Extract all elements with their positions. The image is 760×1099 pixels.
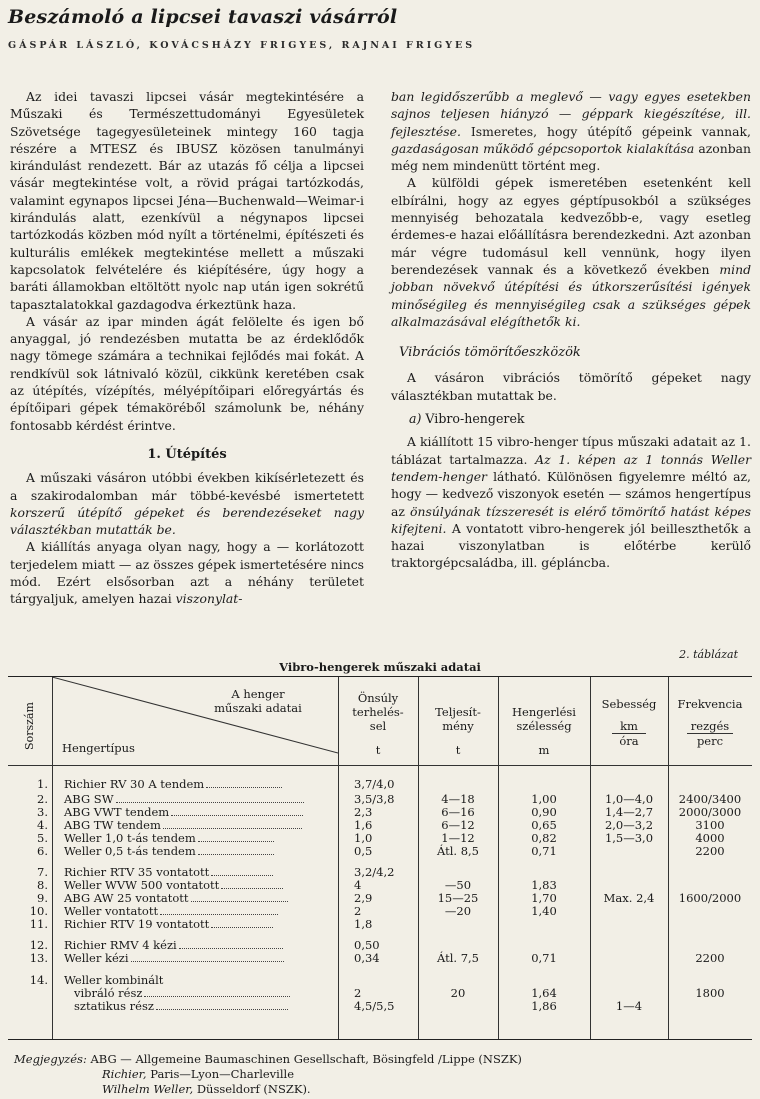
table-cell-type: [64, 878, 334, 892]
paragraph: A vásár az ipar minden ágát felölelte és igen bő anyaggal, jó rendezésben mutatta be az érdeklődők nagy tömege számára a technikai fejlődés mai fokát. A rendkívül sok látnivaló közül, cikkünk keretében csak az útépítés, vízépítés, mélyépítőipari előregyártás és építőipari gépek témaköréből számolunk be, néhány fontosabb kérdést érintve.: [10, 313, 364, 433]
table-cell-seb: Max. 2,4: [603, 891, 655, 905]
article-authors: GÁSPÁR LÁSZLÓ, KOVÁCSHÁZY FRIGYES, RAJNAI FRIGYES: [8, 40, 476, 51]
header-line: sel: [369, 719, 387, 733]
header-frekvencia: [668, 697, 752, 748]
header-line: műszaki adatai: [214, 701, 302, 715]
text-run-italic: viszonylat-: [175, 591, 243, 607]
left-column: [10, 88, 364, 608]
table-cell-seb: 2,0—3,2: [604, 818, 654, 832]
header-sorszam-text: Sorszám: [23, 702, 36, 750]
table-cell-text: Weller kézi: [64, 951, 129, 965]
header-unit: t: [455, 743, 461, 757]
text-run-italic: Wilhelm Weller,: [102, 1082, 194, 1096]
paragraph: Az idei tavaszi lipcsei vásár megtekintésére a Műszaki és Természettudományi Egyesületek Szövetsége tagegyesületeinek mintegy 160 tagja részére a MTESZ és IBUSZ közösen tanulmányi kirándulást rendezett. Bár az utazás fő célja a lipcsei vásár megtekintése volt, a rövid prágai tartózkodás, valamint egynapos lipcsei Jéna—Buchenwald—Weimar-i kirándulás alatt, ezenkívül a négynapos lipcsei tartózkodás közben mód nyílt a történelmi, építészeti és kulturális emlékek megtekintése mellett a műszaki kapcsolatok felvételére és kiépítésére, úgy hogy a baráti államokban eltöltött nyolc nap után igen sokrétű tapasztalatokkal gazdagodva érkeztünk haza.: [10, 89, 364, 312]
table-cell-text: ABG AW 25 vontatott: [64, 891, 189, 905]
table-cell-no: 13.: [29, 951, 48, 965]
header-unit-denominator: perc: [696, 734, 724, 748]
table-cell-telj: Átl. 7,5: [436, 951, 479, 965]
dot-leader: [198, 854, 274, 855]
text-run-italic: Az 1. képen az 1 tonnás Weller tendem-henger: [391, 451, 751, 484]
table-cell-seb: 1,5—3,0: [604, 831, 654, 845]
table-cell-no: 2.: [37, 792, 48, 806]
dot-leader: [179, 948, 283, 949]
table-cell-onsuly: 2,3: [354, 805, 373, 819]
header-unit-numerator: rezgés: [687, 719, 733, 734]
note-line: [14, 1052, 522, 1067]
table-cell-no: 12.: [29, 938, 48, 952]
table-cell-frek: 1600/2000: [678, 891, 742, 905]
dot-leader: [131, 961, 284, 962]
table-cell-szel: 1,70: [531, 891, 557, 905]
paragraph: [10, 469, 364, 538]
header-line: Teljesít-: [435, 705, 481, 719]
table-cell-szel: 0,71: [531, 844, 557, 858]
text-run: A műszaki vásáron utóbbi években kikísérletezett és a szakirodalomban már többé-kevésbé ismertetett: [10, 470, 364, 503]
sub-sub-heading: [409, 410, 751, 427]
table-cell-no: 8.: [37, 878, 48, 892]
table-cell-text: Weller vontatott: [64, 904, 159, 918]
table-cell-szel: 1,40: [531, 904, 557, 918]
header-line: Hengerlési: [512, 705, 576, 719]
table-cell-text: vibráló rész: [74, 986, 143, 1000]
table-cell-frek: 3100: [695, 818, 725, 832]
table-cell-onsuly: 0,5: [354, 844, 373, 858]
table-cell-type: [64, 792, 334, 806]
dot-leader: [116, 802, 304, 803]
note-line: [14, 1082, 522, 1097]
header-line: Önsúly: [357, 691, 399, 705]
table-cell-szel: 1,64: [531, 986, 557, 1000]
table-cell-no: 1.: [37, 777, 48, 791]
table-cell-telj: 20: [450, 986, 466, 1000]
table-cell-type: [64, 986, 344, 1000]
header-line: A henger: [231, 687, 285, 701]
header-line: Frekvencia: [677, 697, 743, 711]
table-cell-frek: 2000/3000: [678, 805, 742, 819]
header-line: Sebesség: [601, 697, 657, 711]
text-run: Ismeretes, hogy útépítő gépeink vannak,: [460, 123, 751, 139]
header-unit-denominator: óra: [619, 734, 639, 748]
table-note: [14, 1052, 522, 1097]
table-cell-text: Weller kombinált: [64, 973, 164, 987]
table-cell-text: Weller 1,0 t-ás tendem: [64, 831, 196, 845]
dot-leader: [144, 996, 290, 997]
dot-leader: [221, 888, 283, 889]
dot-leader: [171, 815, 303, 816]
header-unit: m: [538, 743, 550, 757]
table-cell-frek: 1800: [695, 986, 725, 1000]
table-cell-no: 14.: [29, 973, 48, 987]
table-cell-telj: 6—12: [441, 818, 475, 832]
dot-leader: [160, 914, 278, 915]
table-cell-telj: —50: [444, 878, 472, 892]
header-sebesseg: [590, 697, 668, 748]
text-run: Vibro-hengerek: [421, 411, 525, 427]
table-number: 2. táblázat: [679, 648, 738, 661]
table-cell-type: [64, 818, 334, 832]
table-cell-no: 9.: [37, 891, 48, 905]
text-run: A kiállított 15 vibro-henger típus műszaki adatait az 1. táblázat tartalmazza.: [391, 434, 751, 467]
table-cell-text: sztatikus rész: [74, 999, 154, 1013]
table-cell-onsuly: 2: [354, 986, 362, 1000]
header-teljesitmeny: [418, 705, 498, 757]
table-cell-type: [64, 904, 334, 918]
table-cell-type: [64, 805, 334, 819]
text-run: A kiállítás anyaga olyan nagy, hogy a — korlátozott terjedelem miatt — az összes gépek ismertetésére nincs mód. Ezért elsősorban azt a néhány területet tárgyaljuk, amelyen hazai: [10, 539, 364, 607]
table-cell-text: ABG SW: [64, 792, 114, 806]
table-cell-szel: 0,65: [531, 818, 557, 832]
text-run-italic: Richier,: [102, 1067, 147, 1081]
table-cell-text: Weller WVW 500 vontatott: [64, 878, 220, 892]
table-cell-type: [64, 831, 334, 845]
table-cell-szel: 0,71: [531, 951, 557, 965]
text-run: látható. Különösen figyelemre méltó az, hogy — kedvező viszonyok esetén — számos hengertípus az: [391, 468, 751, 519]
text-run-italic: ban legidőszerűbb a meglevő — vagy egyes esetekben sajnos teljesen hiányzó — géppark kiegészítése, ill. fejlesztése.: [391, 89, 751, 139]
dot-leader: [156, 1009, 288, 1010]
dot-leader: [211, 875, 273, 876]
table-cell-szel: 1,83: [531, 878, 557, 892]
header-line: mény: [442, 719, 474, 733]
table-cell-telj: 6—16: [441, 805, 475, 819]
paragraph: A vásáron vibrációs tömörítő gépeket nagy választékban mutattak be.: [391, 370, 751, 403]
table-cell-onsuly: 3,2/4,2: [354, 865, 395, 879]
text-run-italic: korszerű útépítő gépeket és berendezéseket nagy választékban mutatták be.: [10, 504, 364, 538]
text-run-italic: mind jobban növekvő útépítési és útkorszerűsítési igények minőségileg és mennyiségileg csak a szükséges gépek alkalmazásával elégíthetők ki.: [391, 261, 751, 329]
table-cell-onsuly: 4: [354, 878, 362, 892]
text-run-italic: a): [409, 411, 422, 427]
note-label: Megjegyzés:: [14, 1052, 87, 1066]
table-cell-no: 4.: [37, 818, 48, 832]
table-cell-szel: 1,00: [531, 792, 557, 806]
table-cell-text: Richier RTV 19 vontatott: [64, 917, 210, 931]
header-diag-top: [178, 687, 338, 715]
text-run-italic: gazdaságosan működő gépcsoportok kialakítása: [391, 140, 695, 156]
header-unit: t: [375, 743, 381, 757]
table-cell-type: [64, 951, 334, 965]
table-cell-type: [64, 999, 344, 1013]
table-cell-frek: 2200: [695, 951, 725, 965]
text-run: ABG — Allgemeine Baumaschinen Gesellschaft, Bösingfeld /Lippe (NSZK): [86, 1052, 522, 1066]
table-cell-text: Weller 0,5 t-ás tendem: [64, 844, 196, 858]
right-column: [391, 88, 751, 572]
dot-leader: [206, 787, 282, 788]
table-cell-type: [64, 844, 334, 858]
table-cell-text: Richier RV 30 A tendem: [64, 777, 205, 791]
table-cell-onsuly: 0,34: [354, 951, 380, 965]
table-cell-seb: 1—4: [615, 999, 643, 1013]
header-line: terhelés-: [352, 705, 404, 719]
table-cell-no: 11.: [29, 917, 48, 931]
table-cell-onsuly: 4,5/5,5: [354, 999, 395, 1013]
table-cell-type: [64, 777, 334, 791]
table-cell-onsuly: 1,6: [354, 818, 373, 832]
text-run: azonban még nem mindenütt történt meg.: [391, 140, 751, 174]
table-cell-type: [64, 973, 334, 987]
table-cell-text: ABG TW tendem: [64, 818, 161, 832]
table-cell-text: Richier RMV 4 kézi: [64, 938, 177, 952]
table-cell-onsuly: 2: [354, 904, 362, 918]
text-run: Düsseldorf (NSZK).: [193, 1082, 311, 1096]
text-run: A vontatott vibro-hengerek jól beilleszthetők a hazai viszonylatban is előtérbe kerülő traktorgépcsaládba, ill. gépláncba.: [391, 520, 751, 571]
table-cell-no: 7.: [37, 865, 48, 879]
dot-leader: [191, 901, 288, 902]
header-unit-numerator: km: [612, 719, 646, 734]
table-cell-type: [64, 917, 334, 931]
table-cell-no: 10.: [29, 904, 48, 918]
table-cell-telj: Átl. 8,5: [436, 844, 479, 858]
table-cell-onsuly: 0,50: [354, 938, 380, 952]
dot-leader: [198, 841, 274, 842]
text-run: Paris—Lyon—Charleville: [146, 1067, 295, 1081]
section-heading: 1. Útépítés: [147, 446, 227, 462]
table-cell-type: [64, 865, 334, 879]
table-cell-no: 5.: [37, 831, 48, 845]
table-cell-telj: 4—18: [441, 792, 475, 806]
table-cell-text: ABG VWT tendem: [64, 805, 170, 819]
paragraph: [391, 174, 751, 330]
table-cell-seb: 1,0—4,0: [604, 792, 654, 806]
table-cell-onsuly: 2,9: [354, 891, 373, 905]
paragraph: [391, 88, 751, 174]
table-cell-onsuly: 1,8: [354, 917, 373, 931]
sub-heading: Vibrációs tömörítőeszközök: [399, 345, 581, 361]
header-hengertipus: Hengertípus: [62, 741, 135, 755]
article-title: Beszámoló a lipcsei tavaszi vásárról: [8, 6, 398, 28]
table-cell-seb: 1,4—2,7: [604, 805, 654, 819]
table-cell-szel: 1,86: [531, 999, 557, 1013]
table-cell-type: [64, 938, 334, 952]
table-cell-szel: 0,90: [531, 805, 557, 819]
dot-leader: [211, 927, 273, 928]
data-table: [8, 676, 752, 1040]
table-cell-no: 3.: [37, 805, 48, 819]
dot-leader: [163, 828, 302, 829]
header-szelesseg: [498, 705, 590, 757]
table-cell-frek: 4000: [695, 831, 725, 845]
header-sorszam: [10, 691, 50, 761]
table-cell-szel: 0,82: [531, 831, 557, 845]
header-onsuly: [338, 691, 418, 757]
table-title: Vibro-hengerek műszaki adatai: [279, 660, 481, 674]
table-cell-no: 6.: [37, 844, 48, 858]
table-cell-telj: 15—25: [437, 891, 479, 905]
header-divider: [8, 765, 752, 766]
table-cell-onsuly: 3,7/4,0: [354, 777, 395, 791]
table-cell-frek: 2200: [695, 844, 725, 858]
table-cell-telj: 1—12: [441, 831, 475, 845]
table-cell-type: [64, 891, 334, 905]
text-run-italic: önsúlyának tízszeresét is elérő tömörítő hatást képes kifejteni.: [391, 503, 752, 536]
paragraph: [10, 538, 364, 607]
table-cell-onsuly: 3,5/3,8: [354, 792, 395, 806]
text-run: A külföldi gépek ismeretében esetenként kell elbírálni, hogy az egyes géptípusokból a szükséges mennyiség behozatala kedvezőbb-e, vagy esetleg érdemes-e hazai előállításra berendezkedni. Azt azonban már végre tudomásul kell vennünk, hogy ilyen berendezések vannak és a következő években: [391, 175, 751, 277]
table-cell-text: Richier RTV 35 vontatott: [64, 865, 210, 879]
table-cell-frek: 2400/3400: [678, 792, 742, 806]
paragraph: [391, 433, 751, 571]
header-line: szélesség: [516, 719, 572, 733]
table-cell-telj: —20: [444, 904, 472, 918]
table-cell-onsuly: 1,0: [354, 831, 373, 845]
note-line: [14, 1067, 522, 1082]
